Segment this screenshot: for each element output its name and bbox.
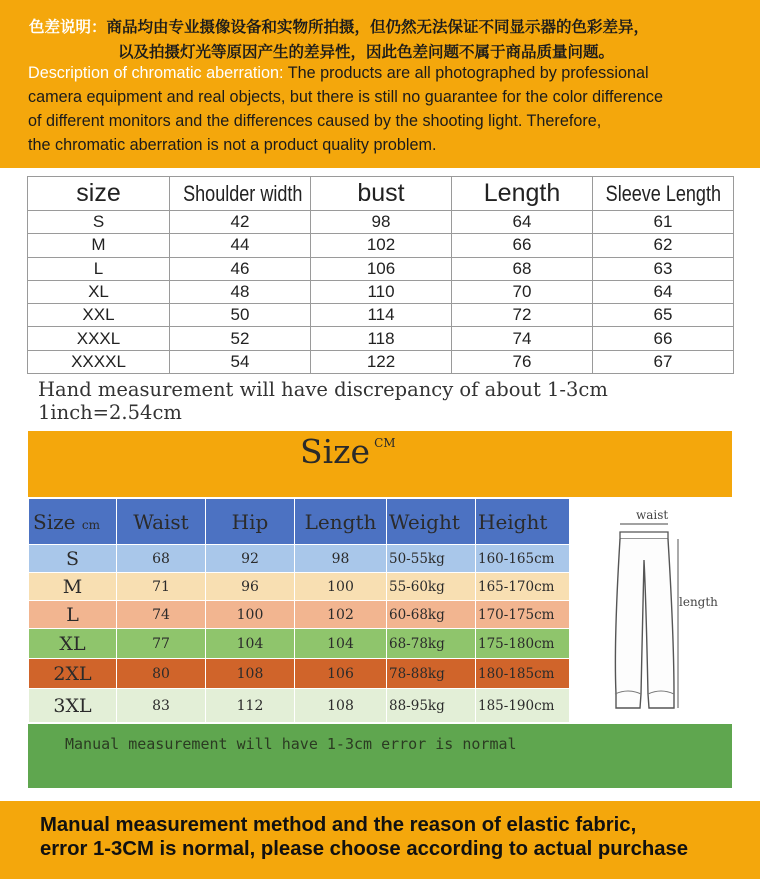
bottom-notice-line-2: error 1-3CM is normal, please choose according to actual purchase [40, 838, 689, 860]
table-cell: 55-60kg [387, 573, 476, 601]
notice-en-line-2: camera equipment and real objects, but there is still no guarantee for the color difference [28, 88, 663, 106]
col-header-weight: Weight [387, 499, 476, 545]
table-cell: 102 [311, 234, 452, 257]
size-chart-pants-header [29, 499, 570, 545]
table-row [29, 689, 570, 723]
table-row [28, 234, 734, 257]
table-cell: M [28, 234, 170, 257]
table-cell: 46 [170, 257, 311, 280]
notice-en-text-1: The products are all photographed by professional [283, 64, 649, 82]
table-cell: L [29, 601, 117, 629]
table-cell: 102 [295, 601, 387, 629]
notice-cn-line-2: 以及拍摄灯光等原因产生的差异性，因此色差问题不属于商品质量问题。 [118, 43, 615, 61]
table-cell: 78-88kg [387, 659, 476, 689]
notice-cn-label: 色差说明： [29, 18, 107, 36]
table-cell: 2XL [29, 659, 117, 689]
table-cell: 104 [295, 629, 387, 659]
table-cell: 92 [206, 545, 295, 573]
table-cell: L [28, 257, 170, 280]
waist-label: waist [636, 508, 669, 522]
table-cell: 70 [452, 280, 593, 303]
bottom-notice-line-1: Manual measurement method and the reason of elastic fabric, [40, 814, 637, 836]
table-cell: 112 [206, 689, 295, 723]
table-cell: XL [29, 629, 117, 659]
col-header-hip: Hip [206, 499, 295, 545]
table-row [29, 545, 570, 573]
table-cell: 68 [117, 545, 206, 573]
table-cell: 54 [170, 350, 311, 373]
table-cell: M [29, 573, 117, 601]
table-cell: 50-55kg [387, 545, 476, 573]
table-cell: XL [28, 280, 170, 303]
table-cell: 180-185cm [476, 659, 570, 689]
table-cell: 50 [170, 304, 311, 327]
table-cell: XXXXL [28, 350, 170, 373]
table-cell: 106 [311, 257, 452, 280]
size-chart-top-header [28, 177, 734, 211]
table-cell: 170-175cm [476, 601, 570, 629]
notice-en-line-3: of different monitors and the differences caused by the shooting light. Therefore, [28, 112, 602, 130]
table-row [29, 629, 570, 659]
size-title-unit: CM [374, 436, 396, 450]
chromatic-aberration-notice [0, 0, 760, 168]
error-note: Manual measurement will have 1-3cm error is normal [65, 735, 517, 753]
table-cell: 65 [593, 304, 734, 327]
note-band [28, 724, 732, 788]
table-cell: 42 [170, 211, 311, 234]
table-row [29, 573, 570, 601]
col-header-size: Size cm [29, 499, 117, 545]
table-cell: 98 [295, 545, 387, 573]
table-cell: S [29, 545, 117, 573]
table-row [28, 350, 734, 373]
table-cell: 160-165cm [476, 545, 570, 573]
table-cell: 64 [452, 211, 593, 234]
measurement-note [38, 378, 608, 424]
size-title-text: Size [300, 432, 371, 471]
col-header-height: Height [476, 499, 570, 545]
table-cell: 44 [170, 234, 311, 257]
table-row [28, 304, 734, 327]
size-title [300, 432, 396, 471]
table-row [28, 280, 734, 303]
col-header-length: Length [452, 177, 593, 211]
table-cell: XXXL [28, 327, 170, 350]
table-cell: 96 [206, 573, 295, 601]
pants-outline [615, 539, 674, 708]
table-cell: 100 [295, 573, 387, 601]
table-cell: 114 [311, 304, 452, 327]
table-row [29, 659, 570, 689]
size-chart-top [27, 176, 734, 374]
table-cell: 80 [117, 659, 206, 689]
measurement-note-line-2: 1inch=2.54cm [38, 401, 182, 424]
table-row [28, 257, 734, 280]
table-cell: 72 [452, 304, 593, 327]
notice-cn-text-1: 商品均由专业摄像设备和实物所拍摄，但仍然无法保证不同显示器的色彩差异， [106, 18, 650, 36]
table-cell: 74 [117, 601, 206, 629]
waistband [620, 532, 668, 539]
notice-en-label: Description of chromatic aberration: [28, 64, 284, 82]
table-cell: 106 [295, 659, 387, 689]
pants-diagram [570, 498, 732, 723]
table-cell: 185-190cm [476, 689, 570, 723]
table-cell: 88-95kg [387, 689, 476, 723]
table-cell: 60-68kg [387, 601, 476, 629]
notice-cn-line-1 [29, 15, 649, 37]
table-cell: 77 [117, 629, 206, 659]
table-cell: 104 [206, 629, 295, 659]
table-cell: 108 [295, 689, 387, 723]
table-cell: 48 [170, 280, 311, 303]
table-cell: S [28, 211, 170, 234]
table-cell: 165-170cm [476, 573, 570, 601]
table-cell: 62 [593, 234, 734, 257]
table-cell: 52 [170, 327, 311, 350]
bottom-notice [0, 801, 760, 879]
measurement-note-line-1: Hand measurement will have discrepancy of about 1-3cm [38, 378, 608, 401]
table-cell: 76 [452, 350, 593, 373]
table-cell: 74 [452, 327, 593, 350]
col-header-length: Length [295, 499, 387, 545]
table-cell: 68 [452, 257, 593, 280]
table-cell: 66 [593, 327, 734, 350]
table-cell: 64 [593, 280, 734, 303]
table-cell: 61 [593, 211, 734, 234]
size-chart-pants [28, 498, 570, 723]
table-cell: 3XL [29, 689, 117, 723]
table-cell: 66 [452, 234, 593, 257]
table-cell: 98 [311, 211, 452, 234]
col-header-size: size [28, 177, 170, 211]
col-header-sleeve-length: Sleeve Length [593, 177, 734, 211]
table-row [29, 601, 570, 629]
table-row [28, 211, 734, 234]
col-header-waist: Waist [117, 499, 206, 545]
table-row [28, 327, 734, 350]
table-cell: 68-78kg [387, 629, 476, 659]
notice-en-line-4: the chromatic aberration is not a product quality problem. [28, 136, 437, 154]
table-cell: 83 [117, 689, 206, 723]
col-header-bust: bust [311, 177, 452, 211]
table-cell: 100 [206, 601, 295, 629]
table-cell: 110 [311, 280, 452, 303]
table-cell: 108 [206, 659, 295, 689]
table-cell: XXL [28, 304, 170, 327]
table-cell: 67 [593, 350, 734, 373]
col-header-shoulder-width: Shoulder width [170, 177, 311, 211]
table-cell: 63 [593, 257, 734, 280]
table-cell: 71 [117, 573, 206, 601]
table-cell: 122 [311, 350, 452, 373]
table-cell: 118 [311, 327, 452, 350]
notice-en-line-1 [28, 64, 649, 83]
pants-diagram-svg [570, 498, 732, 723]
table-cell: 175-180cm [476, 629, 570, 659]
length-label: length [679, 595, 718, 609]
